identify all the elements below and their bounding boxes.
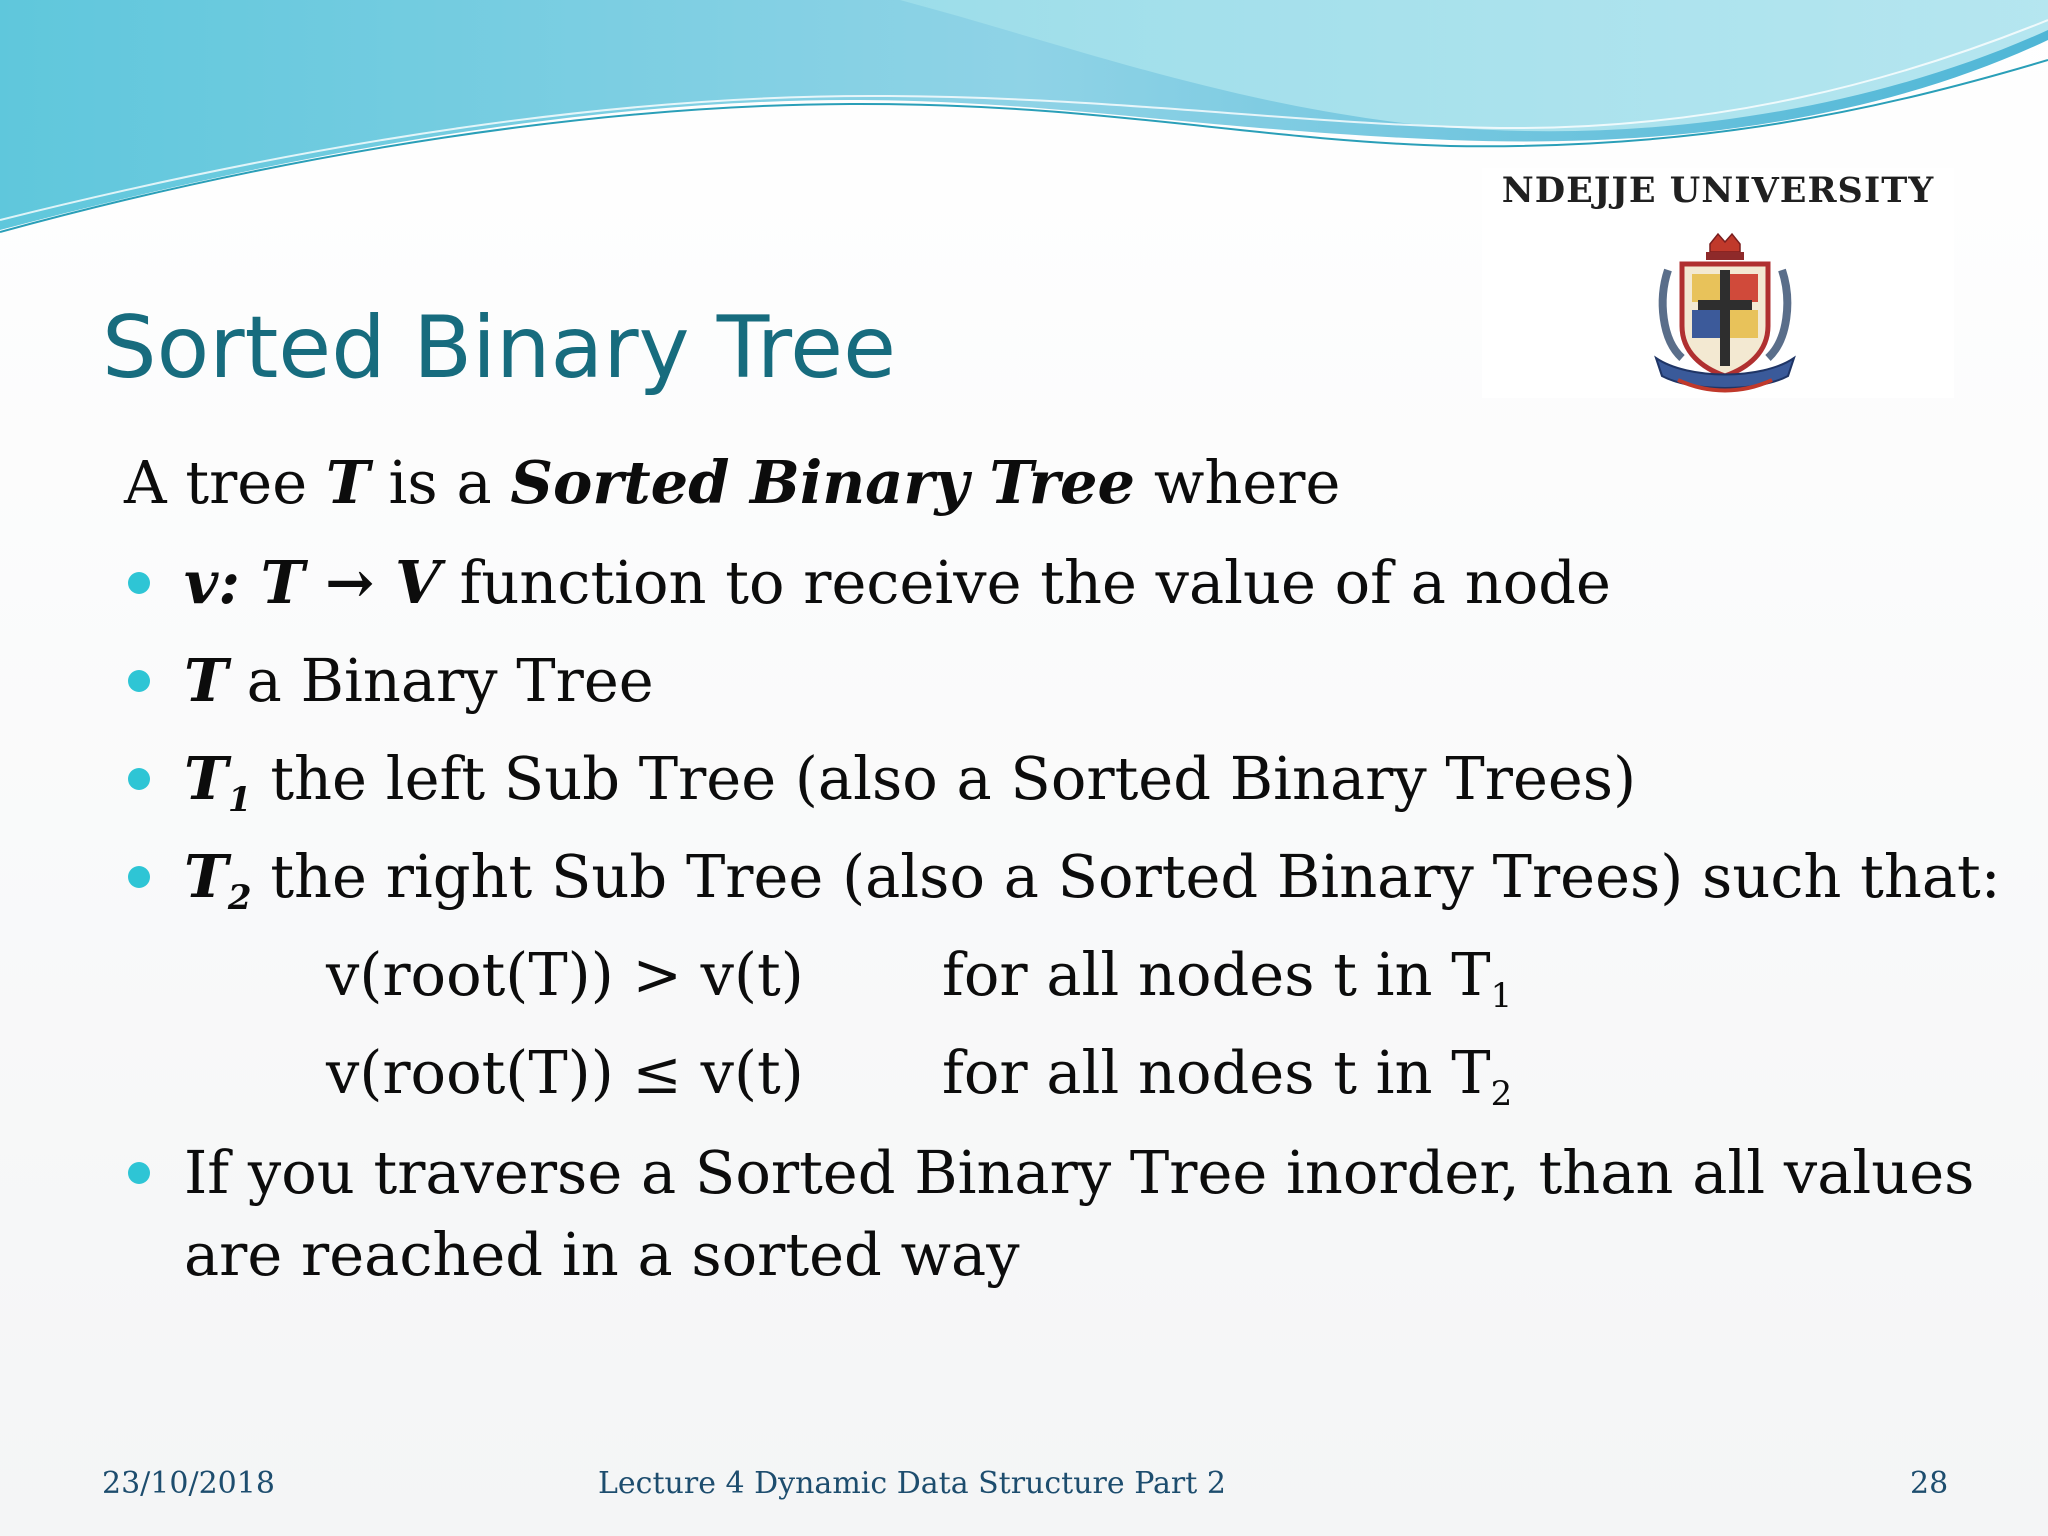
bullet-left-subtree: [184, 744, 1637, 820]
bullet-text: a Binary Tree: [227, 646, 654, 715]
bullet-dot: [128, 866, 150, 888]
footer-page-number: 28: [1910, 1466, 1949, 1501]
university-name: NDEJJE UNIVERSITY: [1501, 170, 1935, 211]
condition-subscript: 1: [1490, 976, 1513, 1016]
condition-formula-2: v(root(T)) ≤ v(t): [326, 1038, 804, 1107]
intro-text-1: A tree: [124, 448, 326, 517]
bullet-binary-tree: [184, 646, 654, 715]
slide-title: Sorted Binary Tree: [102, 298, 896, 398]
bullet-right-subtree: [184, 842, 2001, 918]
intro-line: [124, 448, 1340, 517]
bullet-subscript: 2: [227, 878, 252, 918]
condition-label: for all nodes t in T: [942, 940, 1491, 1009]
bullet-lead: v: T: [184, 548, 326, 617]
condition-label: for all nodes t in T: [942, 1038, 1491, 1107]
bullet-lead: T: [184, 842, 228, 911]
condition-formula-1: v(root(T)) > v(t): [326, 940, 804, 1009]
intro-text-3: where: [1135, 448, 1341, 517]
bullet-traversal-line-2: are reached in a sorted way: [184, 1220, 1020, 1289]
bullet-subscript: 1: [227, 780, 252, 820]
bullet-dot: [128, 670, 150, 692]
bullet-text: the left Sub Tree (also a Sorted Binary Trees): [251, 744, 1637, 813]
bullet-dot: [128, 572, 150, 594]
bullet-lead: T: [184, 646, 228, 715]
arrow-icon: →: [325, 548, 375, 617]
bullet-text: function to receive the value of a node: [440, 548, 1611, 617]
condition-text-2: [942, 1038, 1513, 1114]
bullet-dot: [128, 1162, 150, 1184]
condition-subscript: 2: [1490, 1074, 1513, 1114]
intro-term: Sorted Binary Tree: [510, 448, 1136, 517]
footer-lecture-title: Lecture 4 Dynamic Data Structure Part 2: [598, 1466, 1226, 1501]
university-crest-logo: [1648, 230, 1802, 398]
bullet-dot: [128, 768, 150, 790]
bullet-lead: T: [184, 744, 228, 813]
condition-text-1: [942, 940, 1513, 1016]
bullet-traversal-line-1: If you traverse a Sorted Binary Tree inorder, than all values: [184, 1138, 1975, 1207]
bullet-text: the right Sub Tree (also a Sorted Binary Trees) such that:: [251, 842, 2001, 911]
bullet-v-symbol: V: [395, 548, 441, 617]
intro-text-2: is a: [369, 448, 511, 517]
footer-date: 23/10/2018: [102, 1466, 275, 1501]
bullet-value-function: [184, 548, 1611, 617]
intro-tree-symbol: T: [325, 448, 370, 517]
